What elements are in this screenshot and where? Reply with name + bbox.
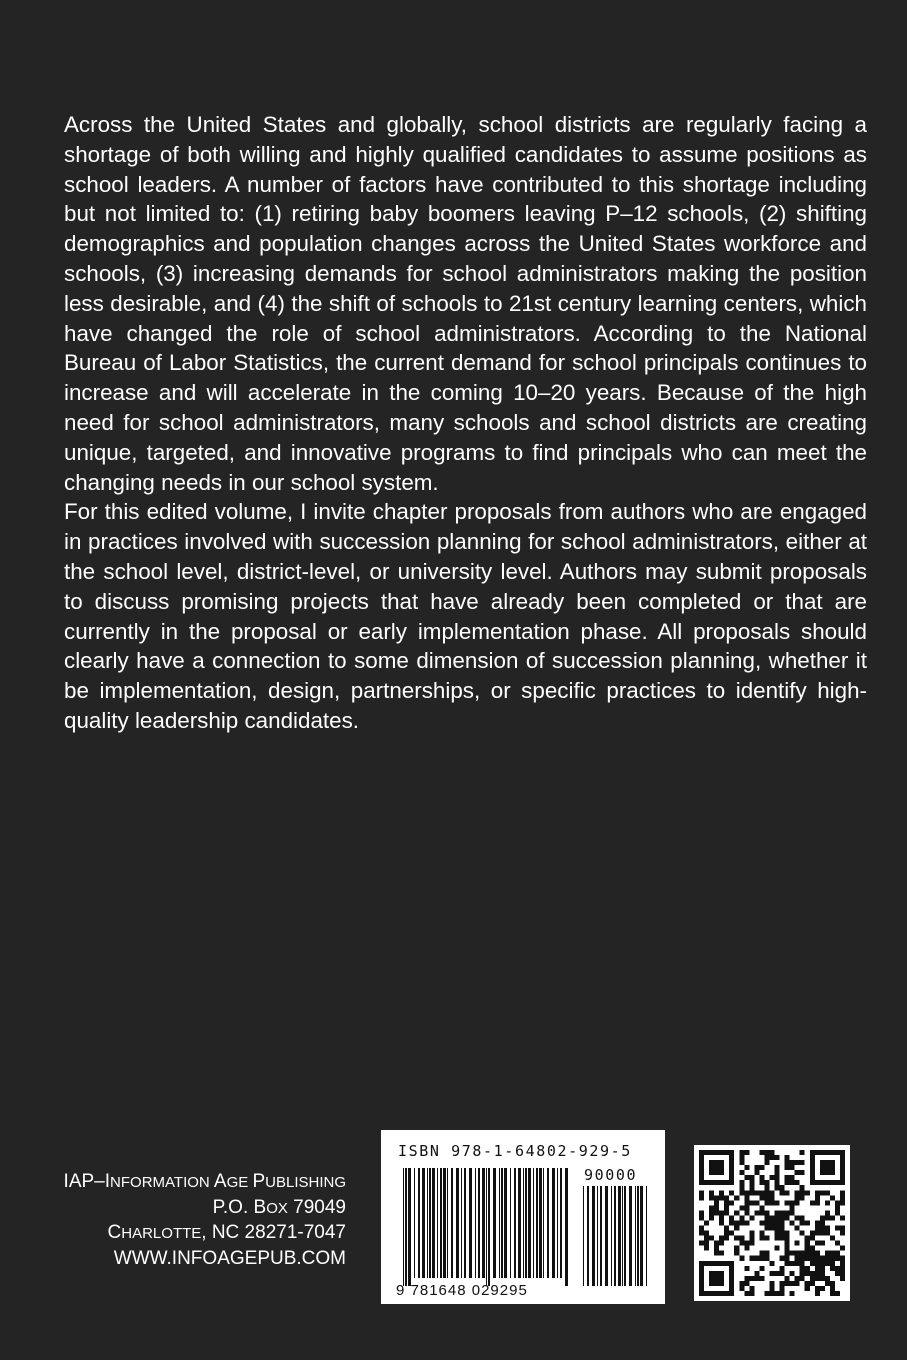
back-cover-blurb [64, 110, 867, 736]
publisher-info [64, 1170, 346, 1271]
publisher-po-box: P.O. BOX 79049 [212, 1196, 346, 1218]
price-code: 90000 [584, 1166, 638, 1184]
blurb-paragraph-1: Across the United States and globally, school districts are regularly facing a shortage of both willing and highly qualified candidates to assume positions as school leaders. A number of factors have contributed to this shortage including but not limited to: (1) retiring baby boomers leaving P–12 schools, (2) shifting demographics and population changes across the United States workforce and schools, (3) increasing demands for school administrators making the position less desirable, and (4) the shift of schools to 21st century learning centers, which have changed the role of school administrators. According to the National Bureau of Labor Statistics, the current demand for school principals continues to increase and will accelerate in the coming 10–20 years. Because of the high need for school administrators, many schools and school districts are creating unique, targeted, and innovative programs to find principals who can meet the changing needs in our school system. [64, 112, 867, 495]
isbn-barcode [381, 1130, 665, 1304]
qr-code-icon [694, 1145, 850, 1301]
ean-barcode-bars [403, 1168, 573, 1286]
ean-digits: 9 781648 029295 [396, 1282, 528, 1299]
publisher-name: IAP–INFORMATION AGE PUBLISHING [63, 1171, 346, 1192]
publisher-website: WWW.INFOAGEPUB.COM [113, 1247, 346, 1269]
isbn-label: ISBN 978-1-64802-929-5 [398, 1142, 632, 1160]
blurb-paragraph-2: For this edited volume, I invite chapter proposals from authors who are engaged in practices involved with succession planning for school administrators, either at the school level, district-level, or university level. Authors may submit proposals to discuss promising projects that have already been completed or that are currently in the proposal or early implementation phase. All proposals should clearly have a connection to some dimension of succession planning, whether it be implementation, design, partnerships, or specific practices to identify high-quality leadership candidates. [64, 499, 867, 733]
addon-barcode-bars [583, 1186, 649, 1286]
publisher-city: CHARLOTTE, NC 28271-7047 [107, 1222, 346, 1243]
